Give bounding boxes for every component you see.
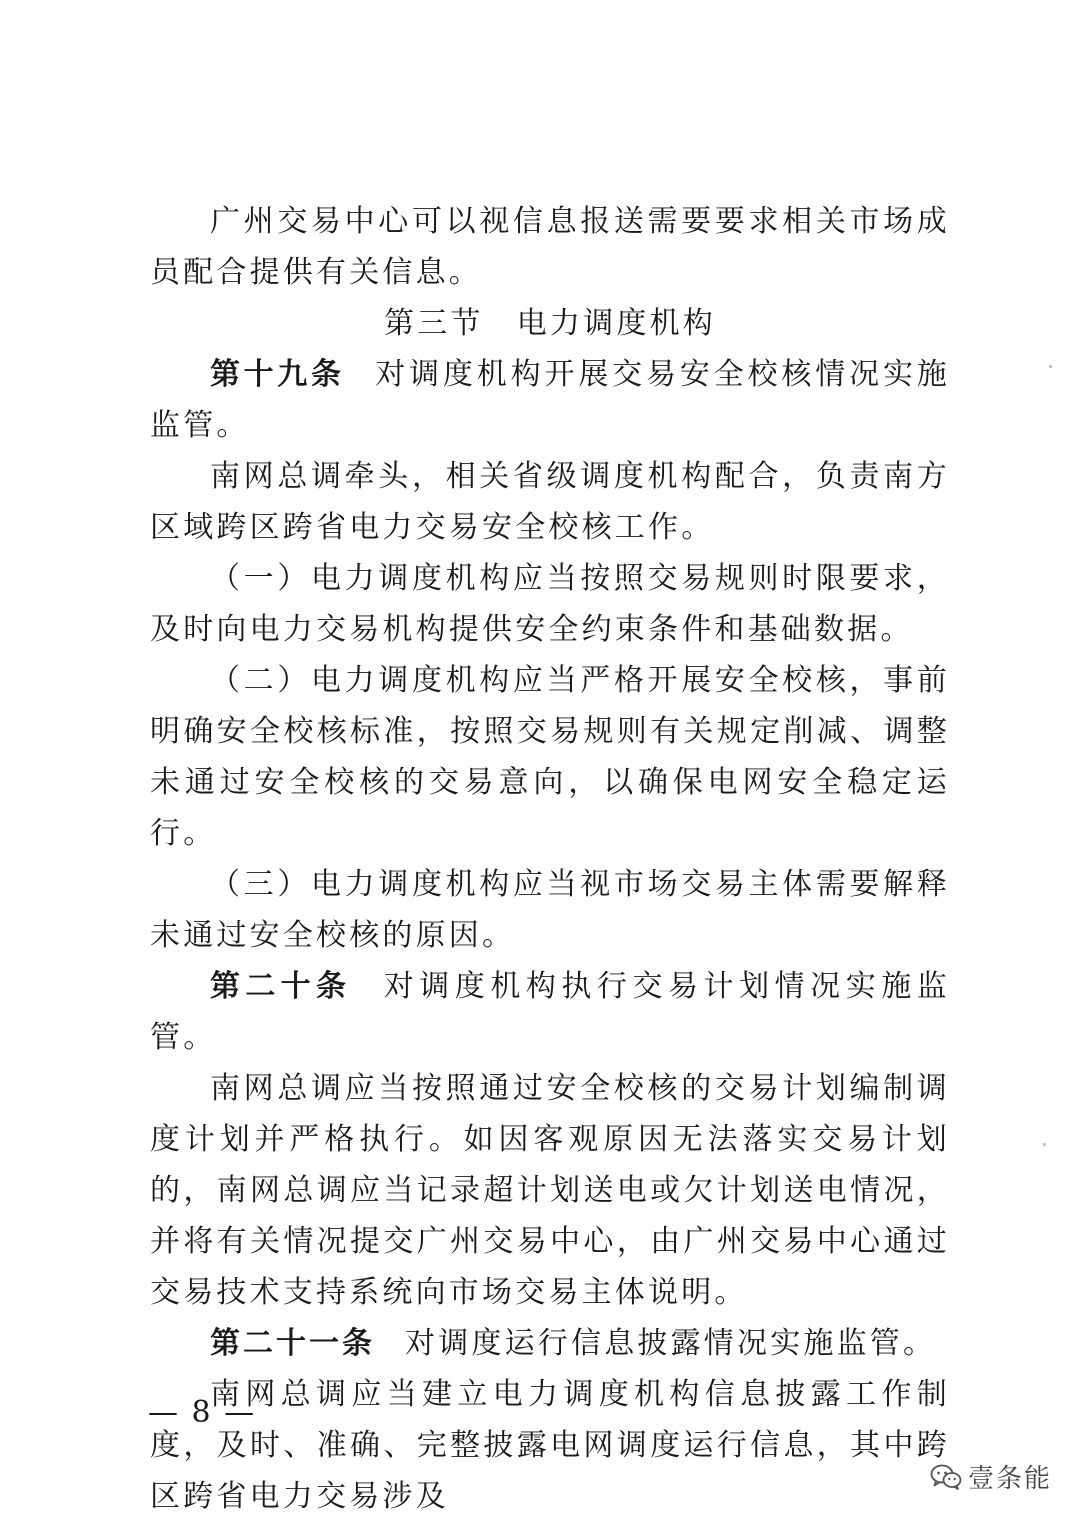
watermark: [930, 1458, 1052, 1495]
wechat-icon: [930, 1463, 962, 1491]
section-title: 第三节 电力调度机构: [384, 306, 716, 341]
paragraph: 南网总调应当按照通过安全校核的交易计划编制调度计划并严格执行。如因客观原因无法落实交易计划的，南网总调应当记录超计划送电或欠计划送电情况，并将有关情况提交广州交易中心，由广州交易中心通过交易技术支持系统向市场交易主体说明。: [150, 1071, 950, 1310]
article-text: 对调度机构执行交易计划情况实施监管。: [150, 969, 950, 1055]
article-heading: 第二十一条: [210, 1326, 375, 1361]
clause-1: （一）电力调度机构应当按照交易规则时限要求，及时向电力交易机构提供安全约束条件和基础数据。: [150, 561, 950, 647]
watermark-text: 壹条能: [968, 1464, 1053, 1494]
paragraph-continuation: 广州交易中心可以视信息报送需要要求相关市场成员配合提供有关信息。: [150, 204, 950, 290]
article-19: [150, 349, 950, 451]
article-text: 对调度机构开展交易安全校核情况实施监管。: [150, 357, 950, 443]
article-20: [150, 961, 950, 1063]
clause-3: （三）电力调度机构应当视市场交易主体需要解释未通过安全校核的原因。: [150, 867, 950, 953]
article-heading: 第十九条: [210, 357, 345, 392]
page-number: — 8 —: [148, 1395, 257, 1430]
document-body: [150, 196, 950, 1522]
clause-2: （二）电力调度机构应当严格开展安全校核，事前明确安全校核标准，按照交易规则有关规定削减、调整未通过安全校核的交易意向，以确保电网安全稳定运行。: [150, 663, 950, 851]
paragraph: 南网总调牵头，相关省级调度机构配合，负责南方区域跨区跨省电力交易安全校核工作。: [150, 459, 950, 545]
article-21: [150, 1318, 950, 1369]
scan-speck: [1049, 365, 1052, 368]
scan-speck: [1043, 1143, 1046, 1146]
paragraph: 南网总调应当建立电力调度机构信息披露工作制度，及时、准确、完整披露电网调度运行信息，其中跨区跨省电力交易涉及: [150, 1377, 950, 1514]
article-heading: 第二十条: [210, 969, 352, 1004]
article-text: 对调度运行信息披露情况实施监管。: [405, 1326, 937, 1361]
